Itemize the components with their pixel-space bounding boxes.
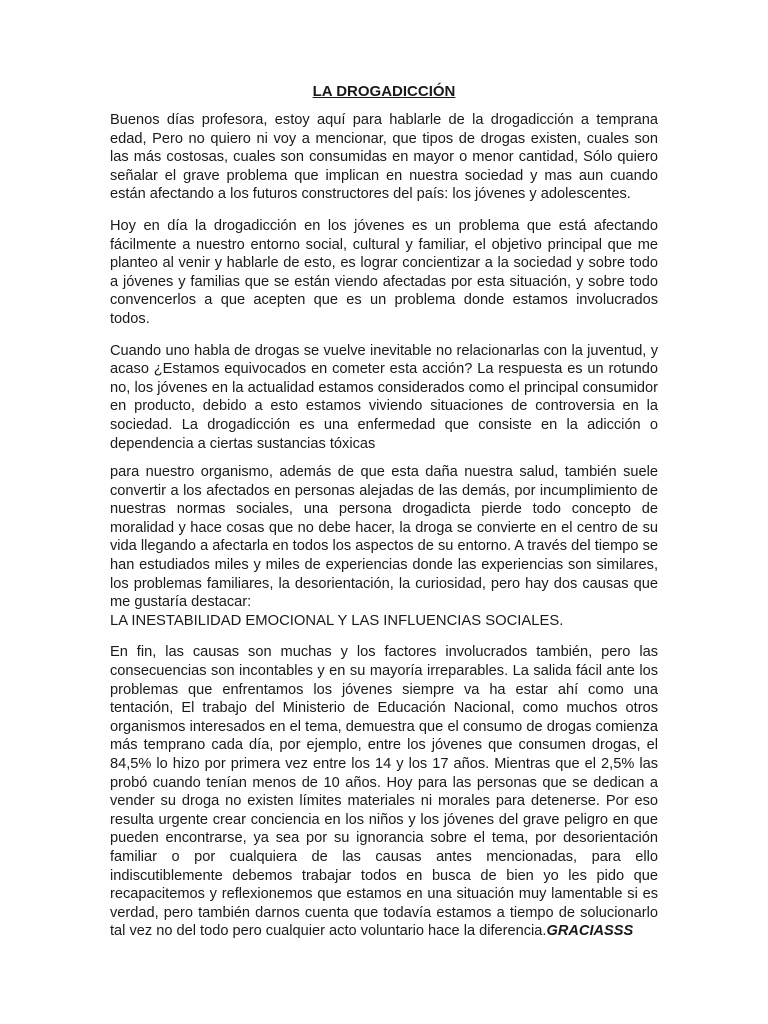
signature: GRACIASSS	[546, 923, 634, 940]
paragraph-2: Hoy en día la drogadicción en los jóvenes es un problema que está afectando fácilmente a nuestro entorno social, cultural y familiar, el objetivo principal que me planteo al venir y hablarle de esto, es lograr concientizar a la sociedad y sobre todo a jóvenes y familias que se están viendo afectadas por esta situación, y sobre todo convencerlos a que acepten que es un problema donde estamos involucrados todos.	[110, 217, 658, 327]
page-title: LA DROGADICCIÓN	[312, 83, 456, 100]
paragraph-3: Cuando uno habla de drogas se vuelve inevitable no relacionarlas con la juventud, y acaso ¿Estamos equivocados en cometer esta acción? La respuesta es un rotundo no, los jóvenes en la actualidad estamos considerados como el principal consumidor en producto, debido a esto estamos viviendo situaciones de controversia en la sociedad. La drogadicción es una enfermedad que consiste en la adicción o dependencia a ciertas sustancias tóxicas	[110, 342, 658, 452]
paragraph-5	[110, 643, 658, 941]
paragraph-4-text: para nuestro organismo, además de que esta daña nuestra salud, también suele convertir a los afectados en personas alejadas de las demás, por incumplimiento de nuestras normas sociales, una persona drogadicta pierde todo concepto de moralidad y hace cosas que no debe hacer, la droga se convierte en el centro de su vida llegando a afectarla en todos los aspectos de su entorno. A través del tiempo se han estudiados miles y miles de experiencias donde las experiencias son similares, los problemas familiares, la desorientación, la curiosidad, pero hay dos causas que me gustaría destacar:	[110, 464, 658, 611]
paragraph-5-text: En fin, las causas son muchas y los factores involucrados también, pero las consecuencias son incontables y en su mayoría irreparables. La salida fácil ante los problemas que enfrentamos los jóvenes siempre va ha estar ahí como una tentación, El trabajo del Ministerio de Educación Nacional, como muchos otros organismos interesados en el tema, demuestra que el consumo de drogas comienza más temprano cada día, por ejemplo, entre los jóvenes que consumen drogas, el 84,5% lo hizo por primera vez entre los 14 y los 17 años. Mientras que el 2,5% las probó cuando tenían menos de 10 años. Hoy para las personas que se dedican a vender su droga no existen límites materiales ni morales para detenerse. Por eso resulta urgente crear conciencia en los niños y los jóvenes del grave peligro en que pueden encontrarse, ya sea por su ignorancia sobre el tema, por desorientación familiar o por cualquiera de las causas antes mencionadas, para ello indiscutiblemente debemos trabajar todos en busca de bien yo les pido que recapacitemos y reflexionemos que estamos en una situación muy lamentable si es verdad, pero también darnos cuenta que todavía estamos a tiempo de solucionarlo tal vez no del todo pero cualquier acto voluntario hace la diferencia.	[110, 644, 658, 940]
highlight-text: LA INESTABILIDAD EMOCIONAL Y LAS INFLUENCIAS SOCIALES.	[110, 612, 564, 629]
paragraph-4	[110, 463, 658, 630]
paragraph-1: Buenos días profesora, estoy aquí para hablarle de la drogadicción a temprana edad, Pero no quiero ni voy a mencionar, que tipos de drogas existen, cuales son las más costosas, cuales son consumidas en mayor o menor cantidad, Sólo quiero señalar el grave problema que implican en nuestra sociedad y mas aun cuando están afectando a los futuros constructores del país: los jóvenes y adolescentes.	[110, 112, 658, 203]
